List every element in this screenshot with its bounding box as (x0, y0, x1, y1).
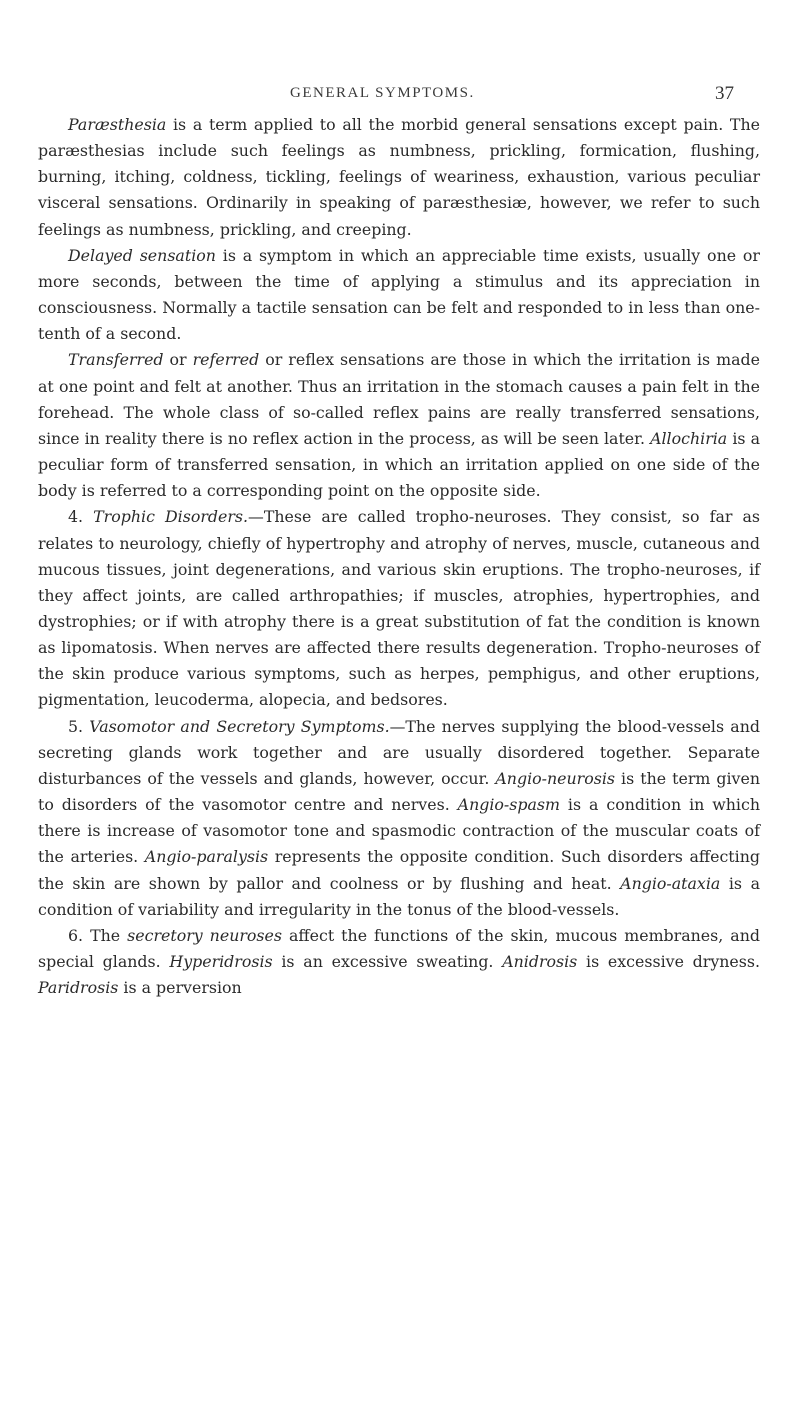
term-hyperidrosis: Hyperidrosis (169, 952, 273, 971)
paragraph-secretory-neuroses: 6. The secretory neuroses affect the functions of the skin, mucous membranes, and special glands. Hyperidrosis is an excessive sweating. Anidrosis is excessive dryness. Paridrosis is a perversion (38, 925, 761, 998)
term-paridrosis: Paridrosis (38, 978, 119, 998)
term-transferred: Transferred (68, 350, 164, 370)
paragraph-vasomotor-symptoms: 5. Vasomotor and Secretory Symptoms.—The nerves supplying the blood-vessels and secreting glands work together and are usually disordered together. Separate disturbances of the vessels and glands, however, occur. Angio-neurosis is the term given to disorders of the vasomotor centre and nerves. Angio-spasm is a condition in which there is increase of vasomotor tone and spasmodic contraction of the muscular coats of the arteries. Angio-paralysis represents the opposite condition. Such disorders affecting the skin are shown by pallor and coolness or by flushing and heat. Angio-ataxia is a condition of variability and irregularity in the tonus of the blood-vessels. (38, 716, 760, 919)
term-referred: referred (192, 350, 260, 370)
paragraph-delayed-sensation: Delayed sensation is a symptom in which an appreciable time exists, usually one or more seconds, between the time of applying a stimulus and its appreciation in consciousness. Normally a tactile sensation can be felt and responded to in less than one-tenth of a second. (38, 245, 760, 344)
term-secretory-neuroses: secretory neuroses (127, 925, 282, 945)
heading-trophic-disorders: Trophic Disorders. (93, 507, 249, 527)
paragraph-paraesthesia: Paræsthesia is a term applied to all the morbid general sensations except pain. The paræsthesias include such feelings as numbness, prickling, formication, flushing, burning, itching, coldness, tickling, feelings of weariness, exhaustion, various peculiar visceral sensations. Ordinarily in speaking of paræsthesiæ, however, we refer to such feelings as numbness, prickling, and creeping. (38, 115, 760, 239)
term-anidrosis: Anidrosis (502, 952, 578, 971)
body-text (38, 112, 760, 1001)
paragraph-transferred-sensations: Transferred or referred or reflex sensations are those in which the irritation is made at one point and felt at another. Thus an irritation in the stomach causes a pain felt in the forehead. The whole class of so-called reflex pains are really transferred sensations, since in reality there is no reflex action in the process, as will be seen later. Allochiria is a peculiar form of transferred sensation, in which an irritation applied on one side of the body is referred to a corresponding point on the opposite side. (38, 350, 761, 501)
paragraph-trophic-disorders: 4. Trophic Disorders.—These are called tropho-neuroses. They consist, so far as relates to neurology, chiefly of hypertrophy and atrophy of nerves, muscle, cutaneous and mucous tissues, joint degenerations, and various skin eruptions. The tropho-neuroses, if they affect joints, are called arthropathies; if muscles, atrophies, hypertrophies, and dystrophies; or if with atrophy there is a great substitution of fat the condition is known as lipomatosis. When nerves are affected there results degeneration. Tropho-neuroses of the skin produce various symptoms, such as herpes, pemphigus, and other eruptions, pigmentation, leucoderma, alopecia, and bedsores. (38, 507, 761, 710)
heading-vasomotor-secretory: Vasomotor and Secretory Symptoms. (89, 716, 390, 736)
running-title: GENERAL SYMPTOMS. (290, 85, 475, 101)
term-angio-spasm: Angio-spasm (457, 795, 560, 815)
page-header (0, 85, 800, 109)
page-number: 37 (715, 83, 734, 104)
term-paraesthesia: Paræsthesia (68, 115, 167, 134)
term-angio-neurosis: Angio-neurosis (495, 768, 616, 788)
term-angio-ataxia: Angio-ataxia (620, 873, 721, 893)
term-allochiria: Allochiria (650, 428, 728, 448)
term-angio-paralysis: Angio-paralysis (144, 847, 269, 867)
term-delayed-sensation: Delayed sensation (68, 245, 216, 265)
